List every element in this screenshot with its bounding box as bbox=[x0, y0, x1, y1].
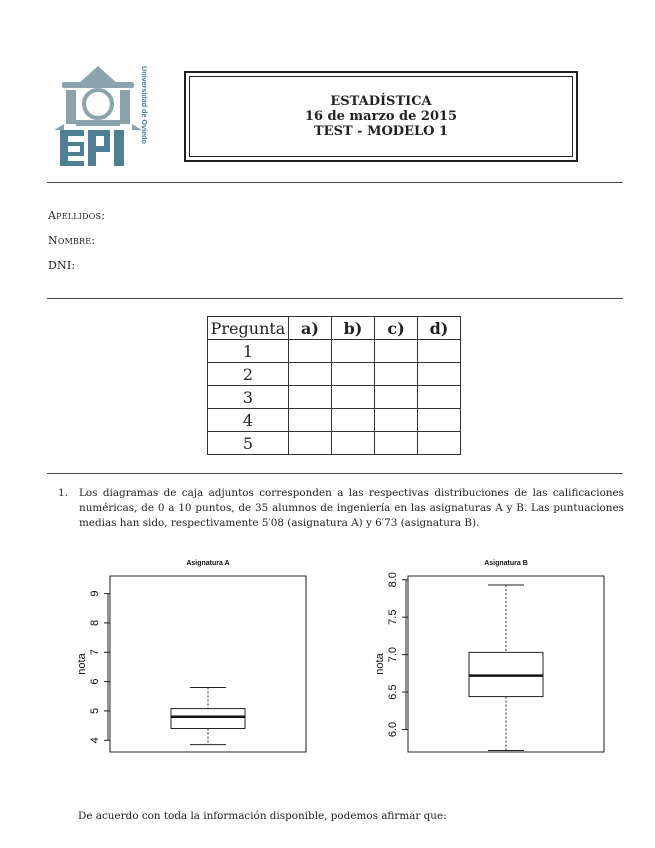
question-number: 2 bbox=[208, 363, 289, 386]
boxplot-asignatura-b bbox=[368, 552, 618, 764]
divider-middle bbox=[47, 298, 623, 299]
divider-bottom bbox=[47, 473, 623, 474]
y-axis-label: nota bbox=[374, 653, 386, 675]
y-tick-label: 9 bbox=[89, 590, 101, 597]
answer-cell[interactable] bbox=[289, 363, 332, 386]
logo-university-label: Universidad de Oviedo bbox=[140, 66, 149, 144]
answer-cell[interactable] bbox=[418, 340, 461, 363]
answer-cell[interactable] bbox=[375, 340, 418, 363]
iqr-box bbox=[171, 709, 245, 729]
footer-text: De acuerdo con toda la información disponible, podemos afirmar que: bbox=[78, 810, 447, 822]
logo-subtitle: GIJÓN bbox=[129, 144, 135, 160]
field-apellidos: Apellidos: bbox=[48, 209, 106, 222]
question-text: Los diagramas de caja adjuntos corresponden a las respectivas distribuciones de las calificaciones numéricas, de 0 a 10 puntos, de 35 alumnos de ingeniería en las asignaturas A y B. Las puntuaciones medias han sido, respectivamente 5′08 (asignatura A) y 6′73 (asignatura B). bbox=[79, 487, 624, 529]
answer-cell[interactable] bbox=[289, 386, 332, 409]
y-tick-label: 6.5 bbox=[387, 684, 399, 700]
y-tick-label: 8 bbox=[89, 619, 101, 626]
answer-cell[interactable] bbox=[332, 340, 375, 363]
y-tick-label: 6 bbox=[89, 678, 101, 685]
y-tick-label: 7.0 bbox=[387, 646, 399, 663]
university-logo bbox=[54, 64, 154, 168]
y-tick-label: 7 bbox=[89, 649, 101, 656]
answer-cell[interactable] bbox=[418, 386, 461, 409]
answer-cell[interactable] bbox=[418, 409, 461, 432]
table-row bbox=[208, 340, 461, 363]
answer-cell[interactable] bbox=[418, 363, 461, 386]
field-dni: DNI: bbox=[48, 259, 76, 272]
answer-cell[interactable] bbox=[332, 386, 375, 409]
table-row bbox=[208, 386, 461, 409]
answer-cell[interactable] bbox=[375, 432, 418, 455]
y-tick-label: 6.0 bbox=[387, 721, 399, 738]
chart-title: Asignatura B bbox=[484, 560, 528, 567]
answer-cell[interactable] bbox=[418, 432, 461, 455]
answer-cell[interactable] bbox=[375, 409, 418, 432]
table-row bbox=[208, 409, 461, 432]
question-number: 4 bbox=[208, 409, 289, 432]
answer-cell[interactable] bbox=[332, 363, 375, 386]
answer-table-header bbox=[208, 317, 461, 340]
header-a: a) bbox=[289, 317, 332, 340]
question-1 bbox=[58, 486, 624, 531]
y-tick-label: 4 bbox=[89, 737, 101, 744]
question-number-label: 1. bbox=[58, 487, 68, 499]
header-d: d) bbox=[418, 317, 461, 340]
header-c: c) bbox=[375, 317, 418, 340]
y-tick-label: 5 bbox=[89, 707, 101, 714]
question-number: 5 bbox=[208, 432, 289, 455]
question-number: 1 bbox=[208, 340, 289, 363]
y-tick-label: 7.5 bbox=[387, 609, 399, 625]
header-b: b) bbox=[332, 317, 375, 340]
exam-date: 16 de marzo de 2015 bbox=[304, 109, 458, 124]
exam-header-inner bbox=[189, 76, 573, 157]
answer-cell[interactable] bbox=[375, 363, 418, 386]
table-row bbox=[208, 432, 461, 455]
y-axis-label: nota bbox=[76, 653, 88, 675]
answer-cell[interactable] bbox=[289, 409, 332, 432]
header-pregunta: Pregunta bbox=[208, 317, 289, 340]
table-row bbox=[208, 363, 461, 386]
exam-title: ESTADÍSTICA bbox=[330, 94, 432, 109]
answer-cell[interactable] bbox=[332, 409, 375, 432]
divider-top bbox=[47, 182, 623, 183]
y-tick-label: 8.0 bbox=[387, 572, 399, 588]
logo-letters: EPI bbox=[60, 164, 62, 165]
chart-title: Asignatura A bbox=[186, 560, 230, 567]
question-number: 3 bbox=[208, 386, 289, 409]
answer-table bbox=[207, 316, 461, 455]
exam-header-box bbox=[184, 71, 578, 162]
answer-cell[interactable] bbox=[375, 386, 418, 409]
exam-model: TEST - MODELO 1 bbox=[313, 124, 449, 139]
logo-subtitle-wrap bbox=[124, 142, 134, 170]
answer-cell[interactable] bbox=[332, 432, 375, 455]
answer-cell[interactable] bbox=[289, 432, 332, 455]
answer-cell[interactable] bbox=[289, 340, 332, 363]
field-nombre: Nombre: bbox=[48, 234, 96, 247]
boxplot-asignatura-a bbox=[70, 552, 320, 764]
